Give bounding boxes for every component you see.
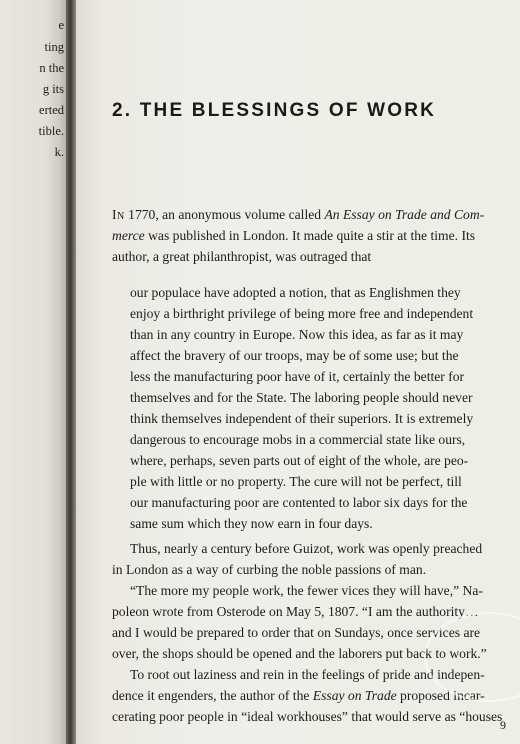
body-text: ” that would serve as “houses <box>341 709 503 724</box>
left-page-fragment: e <box>58 18 64 32</box>
body-line: over, the shops should be opened and the laborers put back to work.” <box>112 646 487 661</box>
left-page-fragment: k. <box>54 145 64 159</box>
intro-paragraph <box>112 204 510 267</box>
intro-line: 1770, an anonymous volume called <box>124 207 325 222</box>
intro-dropcap: In <box>112 207 125 222</box>
body-line: poleon wrote from Osterode on May 5, 1807. “I am the authority… <box>112 604 479 619</box>
quote-line: think themselves independent of their superiors. It is extremely <box>130 411 474 426</box>
quote-line: than in any country in Europe. Now this idea, as far as it may <box>130 327 464 342</box>
block-quote <box>130 282 510 534</box>
left-page-fragment: erted <box>39 103 64 117</box>
page-number: 9 <box>500 718 506 732</box>
left-page-fragment: tible. <box>38 124 64 138</box>
left-page-fragment: g its <box>42 82 64 96</box>
quote-line: themselves and for the State. The laboring people should never <box>130 390 473 405</box>
intro-line: author, a great philanthropist, was outraged that <box>112 249 372 264</box>
quote-line: where, perhaps, seven parts out of eight of the whole, are peo- <box>130 453 469 468</box>
body-line: Thus, nearly a century before Guizot, work was openly preached <box>130 541 483 556</box>
body-text: proposed incar- <box>396 688 485 703</box>
body-paragraphs <box>112 538 510 727</box>
quote-line: our manufacturing poor are contented to labor six days for the <box>130 495 468 510</box>
body-line <box>112 706 510 727</box>
body-line: and I would be prepared to order that on Sundays, once services are <box>112 625 481 640</box>
body-line <box>112 685 510 706</box>
body-line: in London as a way of curbing the noble passions of man. <box>112 562 427 577</box>
right-page <box>76 0 520 744</box>
body-line: “The more my people work, the fewer vices they will have,” Na- <box>130 583 483 598</box>
intro-line: was published in London. It made quite a stir at the time. Its <box>144 228 476 243</box>
book-title: Essay on Trade <box>312 688 397 703</box>
book-gutter <box>66 0 76 744</box>
quote-line: dangerous to encourage mobs in a commercial state like ours, <box>130 432 466 447</box>
body-text: cerating poor people in “ <box>112 709 248 724</box>
book-title: An Essay on Trade and Com- <box>324 207 485 222</box>
chapter-heading: 2. THE BLESSINGS OF WORK <box>112 100 437 121</box>
quote-line: affect the bravery of our troops, may be of some use; but the <box>130 348 459 363</box>
quote-line: enjoy a birthright privilege of being more free and independent <box>130 306 474 321</box>
quote-line: less the manufacturing poor have of it, certainly the better for <box>130 369 465 384</box>
quote-line: our populace have adopted a notion, that as Englishmen they <box>130 285 461 300</box>
body-line: To root out laziness and rein in the feelings of pride and indepen- <box>130 667 485 682</box>
quote-line: ple with little or no property. The cure will not be perfect, till <box>130 474 462 489</box>
quoted-phrase: ideal workhouses <box>247 709 342 724</box>
quote-line: same sum which they now earn in four days. <box>130 516 373 531</box>
left-page-fragment: n the <box>39 61 64 75</box>
book-title: merce <box>112 228 145 243</box>
left-page-fragment: ting <box>44 40 64 54</box>
body-text: dence it engenders, the author of the <box>112 688 313 703</box>
left-page <box>0 0 66 744</box>
